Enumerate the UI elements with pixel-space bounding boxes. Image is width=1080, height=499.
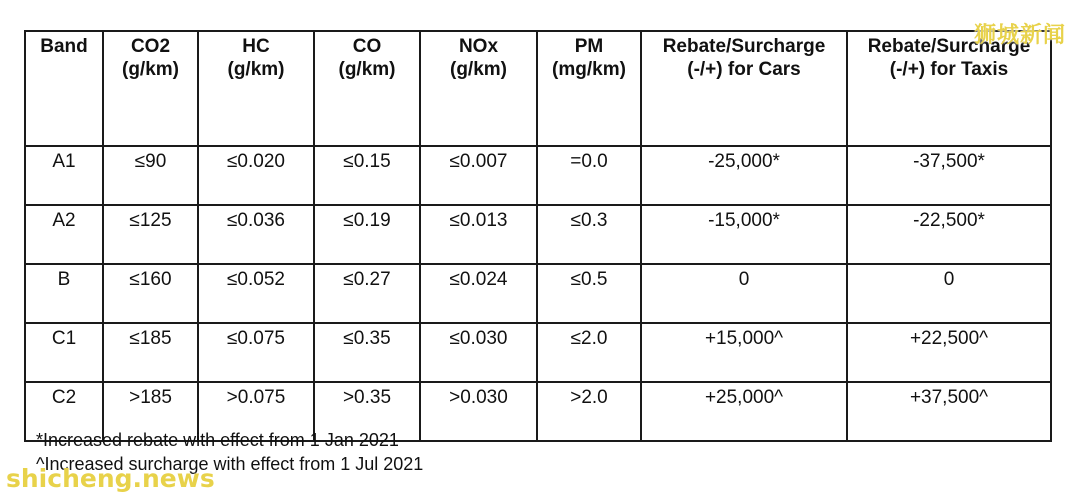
cell-co2: ≤90: [103, 146, 198, 205]
cell-pm: ≤0.3: [537, 205, 641, 264]
cell-co2: >185: [103, 382, 198, 441]
cell-nox: >0.030: [420, 382, 537, 441]
watermark-bottom-left: shicheng.news: [6, 464, 215, 493]
cell-cars: -15,000*: [641, 205, 847, 264]
header-hc: HC (g/km): [198, 31, 314, 146]
cell-hc: ≤0.036: [198, 205, 314, 264]
cell-co: ≤0.27: [314, 264, 420, 323]
cell-nox: ≤0.024: [420, 264, 537, 323]
table-body: [25, 146, 1051, 441]
cell-cars: -25,000*: [641, 146, 847, 205]
header-band: Band: [25, 31, 103, 146]
cell-band: C1: [25, 323, 103, 382]
table-row: [25, 205, 1051, 264]
cell-nox: ≤0.030: [420, 323, 537, 382]
header-row: [25, 31, 1051, 146]
cell-cars: 0: [641, 264, 847, 323]
cell-co2: ≤185: [103, 323, 198, 382]
cell-band: C2: [25, 382, 103, 441]
cell-taxis: -37,500*: [847, 146, 1051, 205]
cell-nox: ≤0.007: [420, 146, 537, 205]
cell-pm: ≤2.0: [537, 323, 641, 382]
cell-cars: +25,000^: [641, 382, 847, 441]
header-taxis: Rebate/Surcharge (-/+) for Taxis: [847, 31, 1051, 146]
table-row: [25, 146, 1051, 205]
cell-co: ≤0.35: [314, 323, 420, 382]
cell-hc: >0.075: [198, 382, 314, 441]
cell-pm: ≤0.5: [537, 264, 641, 323]
cell-taxis: +37,500^: [847, 382, 1051, 441]
cell-co2: ≤125: [103, 205, 198, 264]
cell-pm: =0.0: [537, 146, 641, 205]
cell-hc: ≤0.075: [198, 323, 314, 382]
cell-co: ≤0.19: [314, 205, 420, 264]
cell-band: B: [25, 264, 103, 323]
cell-taxis: 0: [847, 264, 1051, 323]
cell-nox: ≤0.013: [420, 205, 537, 264]
header-pm: PM (mg/km): [537, 31, 641, 146]
cell-co: >0.35: [314, 382, 420, 441]
emissions-band-table: [24, 30, 1052, 442]
cell-pm: >2.0: [537, 382, 641, 441]
header-cars: Rebate/Surcharge (-/+) for Cars: [641, 31, 847, 146]
table-header: [25, 31, 1051, 146]
cell-taxis: +22,500^: [847, 323, 1051, 382]
cell-cars: +15,000^: [641, 323, 847, 382]
cell-band: A2: [25, 205, 103, 264]
cell-co2: ≤160: [103, 264, 198, 323]
watermark-top-right: 狮城新闻: [973, 23, 1066, 48]
footnote-rebate: *Increased rebate with effect from 1 Jan 2021: [36, 430, 399, 450]
cell-taxis: -22,500*: [847, 205, 1051, 264]
header-co2: CO2 (g/km): [103, 31, 198, 146]
cell-hc: ≤0.020: [198, 146, 314, 205]
footnote-surcharge: ^Increased surcharge with effect from 1 Jul 2021: [36, 454, 424, 474]
header-nox: NOx (g/km): [420, 31, 537, 146]
cell-band: A1: [25, 146, 103, 205]
table-row: [25, 323, 1051, 382]
cell-hc: ≤0.052: [198, 264, 314, 323]
table-row: [25, 264, 1051, 323]
cell-co: ≤0.15: [314, 146, 420, 205]
header-co: CO (g/km): [314, 31, 420, 146]
